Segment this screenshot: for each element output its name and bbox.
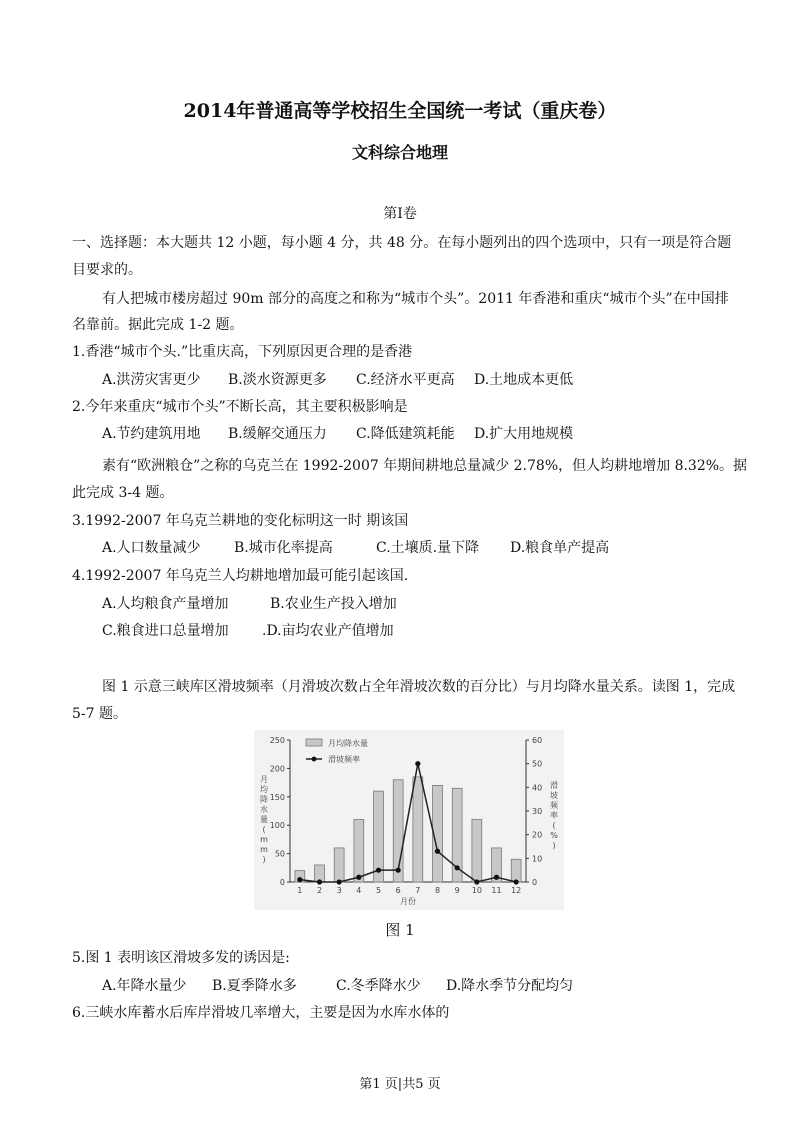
right-tick-label: 30 xyxy=(532,807,543,816)
landslide-point xyxy=(435,849,440,854)
left-axis-title-char: 均 xyxy=(260,785,268,794)
x-tick-label: 1 xyxy=(297,886,303,895)
right-tick-label: 60 xyxy=(532,736,543,745)
x-tick-label: 9 xyxy=(454,886,460,895)
left-axis-title-char: m xyxy=(260,835,268,844)
right-tick-label: 10 xyxy=(532,854,543,864)
right-tick-label: 0 xyxy=(532,878,538,887)
left-axis-title-char: ) xyxy=(262,855,266,864)
left-axis-title-char: 量 xyxy=(260,815,268,824)
left-axis-title-char: 水 xyxy=(260,805,268,814)
legend-line-marker xyxy=(312,757,317,762)
q3-option-b: B.城市化率提高 xyxy=(234,540,333,556)
q4-option-b: B.农业生产投入增加 xyxy=(270,596,397,612)
x-tick-label: 2 xyxy=(316,886,323,895)
left-tick-label: 50 xyxy=(274,849,285,859)
left-tick-label: 200 xyxy=(269,764,285,774)
figure-caption: 图 1 xyxy=(385,921,415,939)
x-axis-title: 月份 xyxy=(400,897,416,906)
precip-bar xyxy=(334,848,344,882)
right-axis-title-char: ) xyxy=(552,841,556,850)
landslide-point xyxy=(514,879,519,884)
passage1-line1: 有人把城市楼房超过 90m 部分的高度之和称为“城市个头”。2011 年香港和重庆“城市个头”在中国排 xyxy=(102,291,729,307)
q4-option-a: A.人均粮食产量增加 xyxy=(102,596,229,612)
precip-bar xyxy=(413,777,423,882)
landslide-point xyxy=(376,868,381,873)
left-axis-title-char: 降 xyxy=(260,795,268,804)
q4-option-d: .D.亩均农业产值增加 xyxy=(262,623,394,639)
passage3-line1: 图 1 示意三峡库区滑坡频率（月滑坡次数占全年滑坡次数的百分比）与月均降水量关系。读图 1，完成 xyxy=(102,679,736,695)
exam-title: 2014年普通高等学校招生全国统一考试（重庆卷） xyxy=(183,100,617,122)
exam-subtitle: 文科综合地理 xyxy=(351,143,448,162)
landslide-point xyxy=(356,875,361,880)
landslide-point xyxy=(415,761,420,766)
legend-bar-swatch xyxy=(306,739,322,746)
q1-option-c: C.经济水平更高 xyxy=(356,372,455,388)
left-tick-label: 250 xyxy=(269,736,285,745)
q3-option-d: D.粮食单产提高 xyxy=(510,540,610,556)
x-tick-label: 11 xyxy=(491,886,502,895)
right-axis-title-char: 滑 xyxy=(550,781,558,790)
x-tick-label: 8 xyxy=(434,886,441,895)
q5-option-d: D.降水季节分配均匀 xyxy=(446,978,574,994)
x-tick-label: 4 xyxy=(356,886,362,895)
q3-option-c: C.土壤质.量下降 xyxy=(376,540,480,556)
right-axis-title-char: % xyxy=(550,831,558,840)
left-tick-label: 0 xyxy=(279,878,285,887)
q2-option-a: A.节约建筑用地 xyxy=(102,426,201,442)
landslide-point xyxy=(317,879,322,884)
right-axis-title-char: 频 xyxy=(550,801,558,810)
page-footer: 第1 页|共5 页 xyxy=(359,1077,441,1092)
q6-stem: 6.三峡水库蓄水后库岸滑坡几率增大，主要是因为水库水体的 xyxy=(72,1005,450,1021)
right-axis-title-char: 坡 xyxy=(550,791,558,800)
passage3-line2: 5-7 题。 xyxy=(72,706,127,722)
left-tick-label: 150 xyxy=(269,792,285,802)
right-tick-label: 20 xyxy=(532,830,543,840)
x-tick-label: 10 xyxy=(471,886,482,895)
landslide-point xyxy=(297,877,302,882)
landslide-point xyxy=(494,875,499,880)
instruction-line-2: 目要求的。 xyxy=(72,262,142,278)
precip-bar xyxy=(511,859,521,882)
landslide-precipitation-chart xyxy=(254,730,564,910)
section-name: 第Ⅰ卷 xyxy=(383,206,417,222)
x-tick-label: 5 xyxy=(375,886,382,895)
left-axis-title-char: ( xyxy=(262,825,266,834)
q5-stem: 5.图 1 表明该区滑坡多发的诱因是: xyxy=(72,950,290,966)
q2-stem: 2.今年来重庆“城市个头”不断长高，其主要积极影响是 xyxy=(72,399,408,415)
q4-stem: 4.1992-2007 年乌克兰人均耕地增加最可能引起该国. xyxy=(72,568,409,584)
passage2-line2: 此完成 3-4 题。 xyxy=(72,485,174,501)
q5-option-c: C.冬季降水少 xyxy=(336,978,421,994)
landslide-point xyxy=(474,879,479,884)
q2-option-c: C.降低建筑耗能 xyxy=(356,426,455,442)
precip-bar xyxy=(354,820,364,882)
right-axis-title-char: ( xyxy=(552,821,556,830)
right-axis-title-char: 率 xyxy=(550,811,558,820)
q2-option-b: B.缓解交通压力 xyxy=(228,426,327,442)
q2-option-d: D.扩大用地规模 xyxy=(474,426,574,442)
q1-option-d: D.土地成本更低 xyxy=(474,372,574,388)
landslide-point xyxy=(396,868,401,873)
left-axis-title-char: m xyxy=(260,845,268,854)
precip-bar xyxy=(472,820,482,882)
passage1-line2: 名靠前。据此完成 1-2 题。 xyxy=(72,317,244,333)
instruction-line-1: 一、选择题：本大题共 12 小题，每小题 4 分，共 48 分。在每小题列出的四个选项中，只有一项是符合题 xyxy=(72,235,732,251)
landslide-point xyxy=(337,879,342,884)
q3-stem: 3.1992-2007 年乌克兰耕地的变化标明这一时 期该国 xyxy=(72,513,409,529)
x-tick-label: 7 xyxy=(415,886,421,895)
left-axis-title-char: 月 xyxy=(260,775,268,784)
x-tick-label: 12 xyxy=(511,886,522,895)
q1-stem: 1.香港“城市个头.”比重庆高，下列原因更合理的是香港 xyxy=(72,344,413,360)
q1-option-a: A.洪涝灾害更少 xyxy=(102,372,201,388)
q1-option-b: B.淡水资源更多 xyxy=(228,372,327,388)
q3-option-a: A.人口数量减少 xyxy=(102,540,201,556)
x-tick-label: 3 xyxy=(336,886,342,895)
x-tick-label: 6 xyxy=(395,886,401,895)
landslide-point xyxy=(455,865,460,870)
right-tick-label: 50 xyxy=(532,759,543,769)
q4-option-c: C.粮食进口总量增加 xyxy=(102,623,229,639)
q5-option-b: B.夏季降水多 xyxy=(212,978,297,994)
legend-bar-label: 月均降水量 xyxy=(328,739,368,748)
q5-option-a: A.年降水量少 xyxy=(102,978,187,994)
legend-line-label: 滑坡频率 xyxy=(328,755,360,764)
right-tick-label: 40 xyxy=(532,783,543,793)
left-tick-label: 100 xyxy=(269,821,285,831)
passage2-line1: 素有“欧洲粮仓”之称的乌克兰在 1992-2007 年期间耕地总量减少 2.78%，但人均耕地增加 8.32%。据 xyxy=(102,458,748,474)
